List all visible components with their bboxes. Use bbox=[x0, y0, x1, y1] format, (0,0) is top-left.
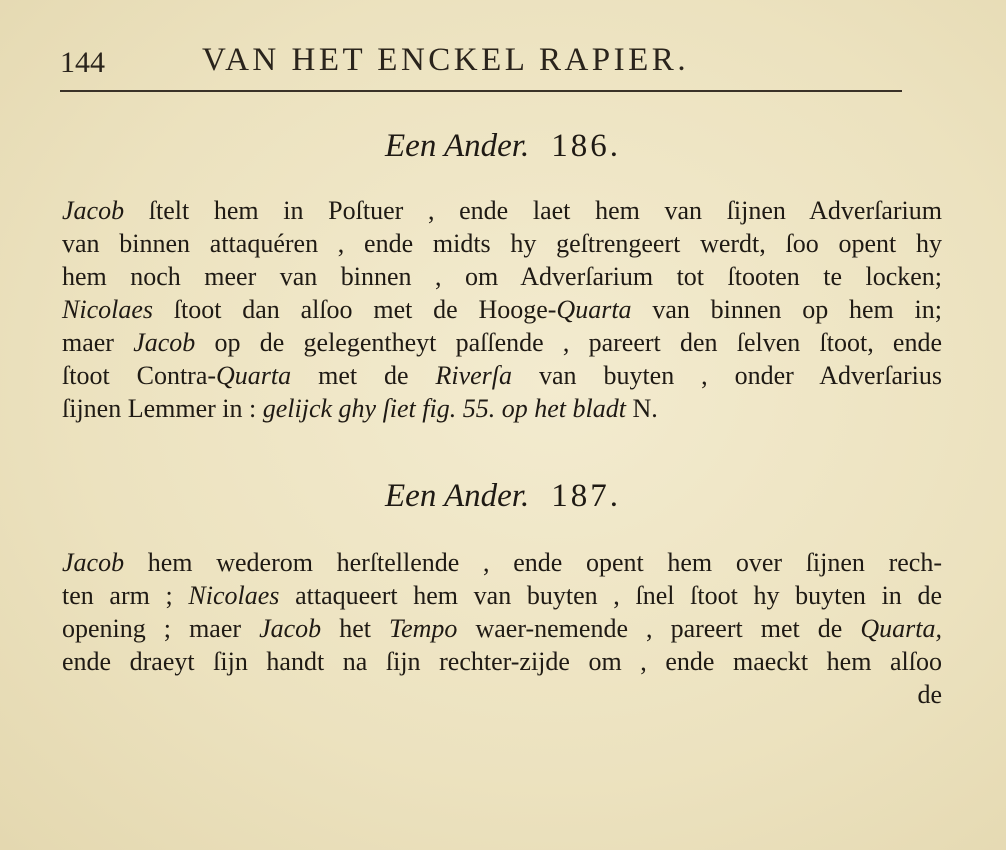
text-line bbox=[62, 612, 942, 645]
running-head bbox=[60, 36, 902, 86]
italic-run: Quarta bbox=[216, 361, 292, 390]
catchword-line bbox=[62, 678, 942, 711]
italic-run: gelijck ghy ſiet fig. 55. op het bladt bbox=[262, 394, 626, 423]
text-run: ſtoot dan alſoo met de Hooge- bbox=[153, 295, 557, 324]
head-rule bbox=[60, 90, 902, 92]
text-run: opening ; maer bbox=[62, 614, 260, 643]
paragraph-187 bbox=[62, 546, 942, 678]
text-run: ten arm ; bbox=[62, 581, 189, 610]
text-line bbox=[62, 645, 942, 678]
text-line bbox=[62, 326, 942, 359]
text-line bbox=[62, 359, 942, 392]
section-heading-name: Een Ander. bbox=[385, 128, 530, 164]
text-line bbox=[62, 227, 942, 260]
text-run: het bbox=[321, 614, 390, 643]
text-run: ende draeyt ſijn handt na ſijn rechter-zijde om , ende maeckt hem alſoo bbox=[62, 647, 942, 676]
paragraph-186 bbox=[62, 194, 942, 425]
italic-run: Jacob bbox=[62, 548, 125, 577]
page-number: 144 bbox=[60, 46, 105, 79]
text-run: ſtoot Contra- bbox=[62, 361, 217, 390]
text-run: van buyten , onder Adverſarius bbox=[512, 361, 943, 390]
running-title: VAN HET ENCKEL RAPIER. bbox=[202, 42, 690, 78]
text-run: van binnen attaquéren , ende midts hy geſtrengeert werdt, ſoo opent hy bbox=[62, 229, 942, 258]
text-run: met de bbox=[291, 361, 436, 390]
italic-run: Quarta bbox=[556, 295, 632, 324]
section-heading-186 bbox=[0, 128, 1006, 165]
text-line bbox=[62, 260, 942, 293]
text-line bbox=[62, 194, 942, 227]
text-line bbox=[62, 392, 942, 425]
italic-run: Riverſa bbox=[435, 361, 513, 390]
text-run: op de gelegentheyt paſſende , pareert den ſelven ſtoot, ende bbox=[195, 328, 943, 357]
text-run: ſtelt hem in Poſtuer , ende laet hem van ſijnen Adverſarium bbox=[124, 196, 942, 225]
italic-run: Jacob bbox=[62, 196, 125, 225]
text-run: N. bbox=[625, 394, 658, 423]
text-run: hem wederom herſtellende , ende opent hem over ſijnen rech- bbox=[124, 548, 942, 577]
italic-run: Nicolaes bbox=[62, 295, 153, 324]
text-line bbox=[62, 579, 942, 612]
italic-run: Jacob bbox=[259, 614, 322, 643]
text-run: waer-nemende , pareert met de bbox=[457, 614, 861, 643]
text-run: van binnen op hem in; bbox=[631, 295, 942, 324]
catchword: de bbox=[917, 680, 942, 709]
italic-run: Quarta, bbox=[860, 614, 943, 643]
text-run: ſijnen Lemmer in : bbox=[62, 394, 263, 423]
section-heading-187 bbox=[0, 478, 1006, 515]
text-run: hem noch meer van binnen , om Adverſarium tot ſtooten te locken; bbox=[62, 262, 942, 291]
text-line bbox=[62, 546, 942, 579]
italic-run: Nicolaes bbox=[188, 581, 280, 610]
section-heading-number: 186. bbox=[551, 128, 621, 164]
text-run: attaqueert hem van buyten , ſnel ſtoot hy buyten in de bbox=[279, 581, 942, 610]
section-heading-number: 187. bbox=[551, 478, 621, 514]
text-run: maer bbox=[62, 328, 134, 357]
text-line bbox=[62, 293, 942, 326]
italic-run: Jacob bbox=[133, 328, 196, 357]
section-heading-name: Een Ander. bbox=[385, 478, 530, 514]
italic-run: Tempo bbox=[389, 614, 458, 643]
